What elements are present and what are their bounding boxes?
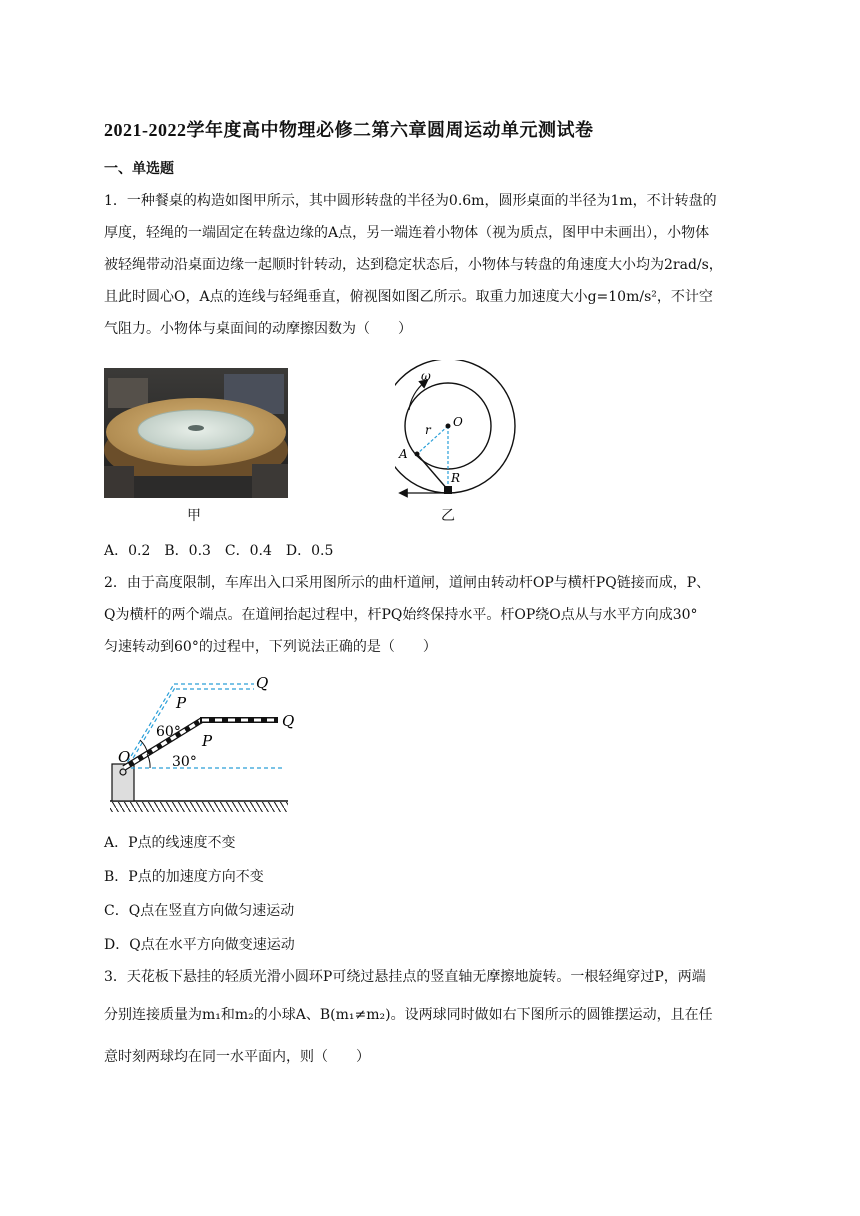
top-view-diagram <box>395 360 525 500</box>
q-label-upper: Q <box>256 674 269 692</box>
o-label: O <box>118 748 131 766</box>
q2-option-a: A．P点的线速度不变 <box>104 835 236 851</box>
q-label-lower: Q <box>282 712 295 730</box>
figure-jia-caption: 甲 <box>187 508 201 524</box>
point-a-label: A <box>399 447 408 461</box>
q1-line-2: 厚度，轻绳的一端固定在转盘边缘的A点，另一端连着小物体（视为质点，图甲中未画出），小物体 <box>104 225 710 241</box>
omega-label: ω <box>421 369 431 383</box>
q2-line-1: 2．由于高度限制，车库出入口采用图所示的曲杆道闸，道闸由转动杆OP与横杆PQ链接而成，P、 <box>104 575 711 591</box>
q2-option-c: C．Q点在竖直方向做匀速运动 <box>104 903 295 919</box>
gate-diagram <box>104 668 304 818</box>
page-title: 2021-2022学年度高中物理必修二第六章圆周运动单元测试卷 <box>104 120 594 140</box>
q2-option-d: D．Q点在水平方向做变速运动 <box>104 937 295 953</box>
q1-options: A．0.2 B．0.3 C．0.4 D．0.5 <box>104 543 334 559</box>
q1-line-1: 1．一种餐桌的构造如图甲所示，其中圆形转盘的半径为0.6m，圆形桌面的半径为1m，不计转盘的 <box>104 193 717 209</box>
q2-line-2: Q为横杆的两个端点。在道闸抬起过程中，杆PQ始终保持水平。杆OP绕O点从与水平方向成30° <box>104 607 698 623</box>
q2-option-b: B．P点的加速度方向不变 <box>104 869 264 885</box>
q2-line-3: 匀速转动到60°的过程中，下列说法正确的是（ ） <box>104 639 437 655</box>
p-label-lower: P <box>202 732 213 750</box>
p-label-upper: P <box>176 694 187 712</box>
q3-line-3: 意时刻两球均在同一水平面内，则（ ） <box>104 1049 370 1065</box>
center-o-label: O <box>453 415 463 429</box>
q1-line-5: 气阻力。小物体与桌面间的动摩擦因数为（ ） <box>104 321 412 337</box>
angle-60-label: 60° <box>156 724 181 740</box>
table-photo-figure <box>104 368 288 498</box>
q3-line-1: 3．天花板下悬挂的轻质光滑小圆环P可绕过悬挂点的竖直轴无摩擦地旋转。一根轻绳穿过P，两端 <box>104 969 706 985</box>
section-heading: 一、单选题 <box>104 161 174 177</box>
angle-30-label: 30° <box>172 754 197 770</box>
q1-line-4: 且此时圆心O，A点的连线与轻绳垂直，俯视图如图乙所示。取重力加速度大小g=10m/s²，不计空 <box>104 289 713 305</box>
q3-line-2: 分别连接质量为m₁和m₂的小球A、B(m₁≠m₂)。设两球同时做如右下图所示的圆锥摆运动，且在任 <box>104 1007 713 1023</box>
q1-line-3: 被轻绳带动沿桌面边缘一起顺时针转动，达到稳定状态后，小物体与转盘的角速度大小均为2rad/s， <box>104 257 723 273</box>
figure-yi-caption: 乙 <box>441 508 455 524</box>
radius-big-r-label: R <box>451 471 461 485</box>
radius-r-label: r <box>425 423 431 437</box>
